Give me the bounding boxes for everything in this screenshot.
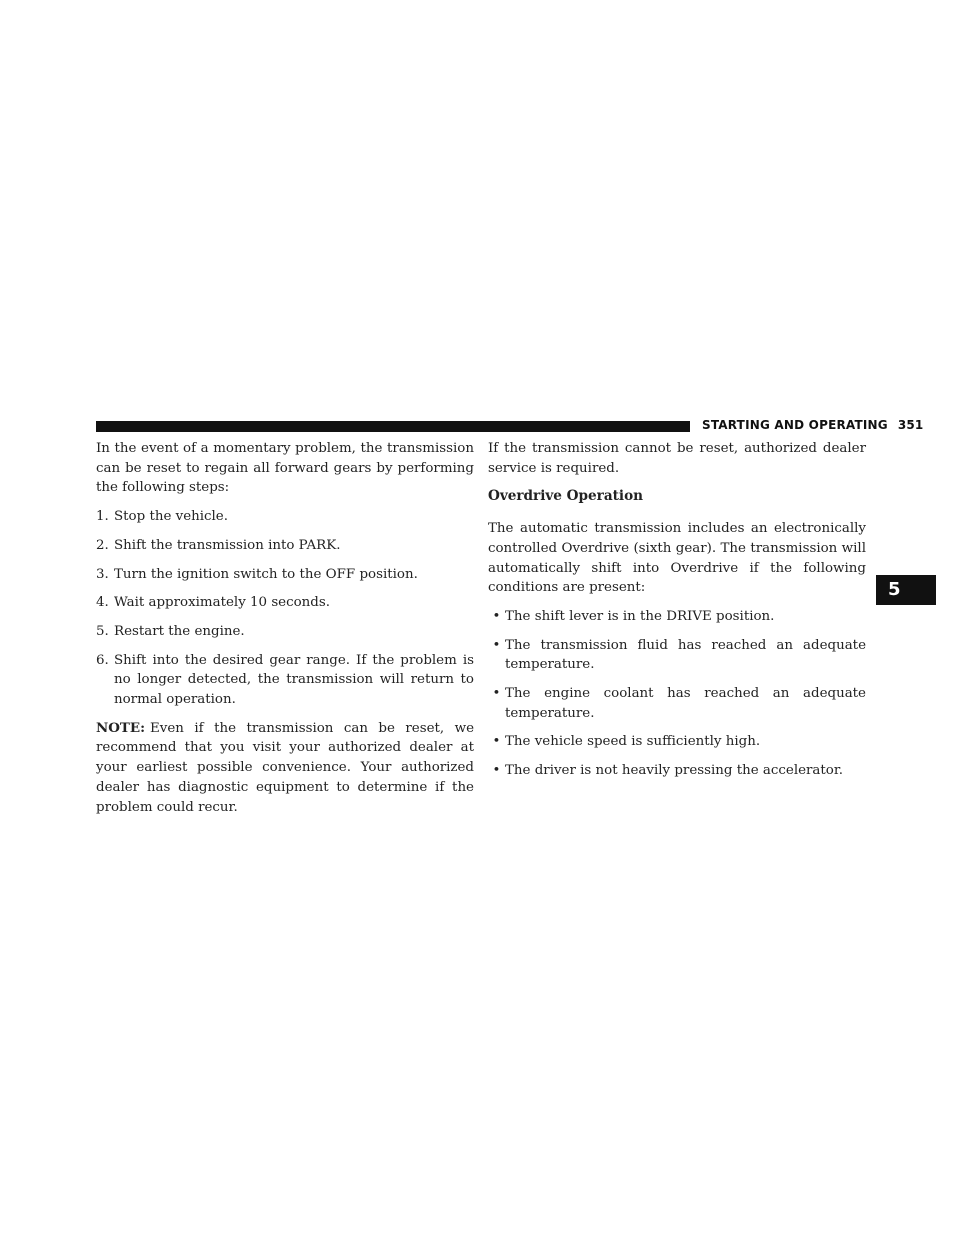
- list-item: [488, 761, 866, 781]
- note-label: NOTE:: [96, 719, 146, 736]
- list-item: [488, 607, 866, 627]
- chapter-tab: 5: [876, 575, 936, 605]
- list-item: [488, 732, 866, 752]
- bullet-icon: •: [492, 734, 501, 750]
- intro-paragraph: In the event of a momentary problem, the transmission can be reset to regain all forward gears by performing the following steps:: [96, 441, 474, 496]
- step-number: 3.: [96, 566, 109, 582]
- step-item: [96, 536, 474, 556]
- note-text: Even if the transmission can be reset, we recommend that you visit your authorized dealer at your earliest possible convenience. Your authorized dealer has diagnostic equipment to determine if the problem could recur.: [96, 720, 474, 815]
- note-paragraph: [96, 719, 474, 818]
- step-text: Stop the vehicle.: [114, 509, 228, 525]
- step-item: [96, 622, 474, 642]
- step-number: 6.: [96, 652, 109, 668]
- running-header: [702, 418, 924, 432]
- section-title: STARTING AND OPERATING: [702, 418, 888, 432]
- step-number: 5.: [96, 623, 109, 639]
- bullet-icon: •: [492, 763, 501, 779]
- section-heading: Overdrive Operation: [488, 488, 644, 505]
- step-text: Shift into the desired gear range. If the problem is no longer detected, the transmission will return to normal operation.: [114, 652, 474, 708]
- bullet-text: The transmission fluid has reached an adequate temperature.: [505, 637, 866, 673]
- bullet-icon: •: [492, 608, 501, 624]
- step-number: 4.: [96, 595, 109, 611]
- bullet-icon: •: [492, 686, 501, 702]
- list-item: [488, 636, 866, 675]
- bullet-text: The driver is not heavily pressing the accelerator.: [505, 763, 844, 779]
- step-item: [96, 507, 474, 527]
- step-text: Turn the ignition switch to the OFF position.: [114, 566, 418, 582]
- step-text: Wait approximately 10 seconds.: [114, 595, 330, 611]
- bullet-text: The vehicle speed is sufficiently high.: [505, 734, 761, 750]
- bullet-text: The shift lever is in the DRIVE position.: [505, 608, 775, 624]
- reset-paragraph: If the transmission cannot be reset, authorized dealer service is required.: [488, 441, 866, 476]
- left-column: [96, 439, 474, 817]
- step-item: [96, 565, 474, 585]
- bullet-icon: •: [492, 637, 501, 653]
- bullet-text: The engine coolant has reached an adequate temperature.: [505, 686, 866, 721]
- step-item: [96, 593, 474, 613]
- overdrive-intro: The automatic transmission includes an electronically controlled Overdrive (sixth gear). The transmission will automatically shift into Overdrive if the following conditions are present:: [488, 521, 866, 596]
- step-number: 2.: [96, 537, 109, 553]
- step-text: Shift the transmission into PARK.: [114, 537, 341, 553]
- right-column: [488, 439, 866, 790]
- step-item: [96, 651, 474, 710]
- page-number: 351: [897, 418, 924, 432]
- step-text: Restart the engine.: [114, 623, 245, 639]
- list-item: [488, 684, 866, 723]
- header-rule: [96, 421, 690, 432]
- step-number: 1.: [96, 509, 109, 525]
